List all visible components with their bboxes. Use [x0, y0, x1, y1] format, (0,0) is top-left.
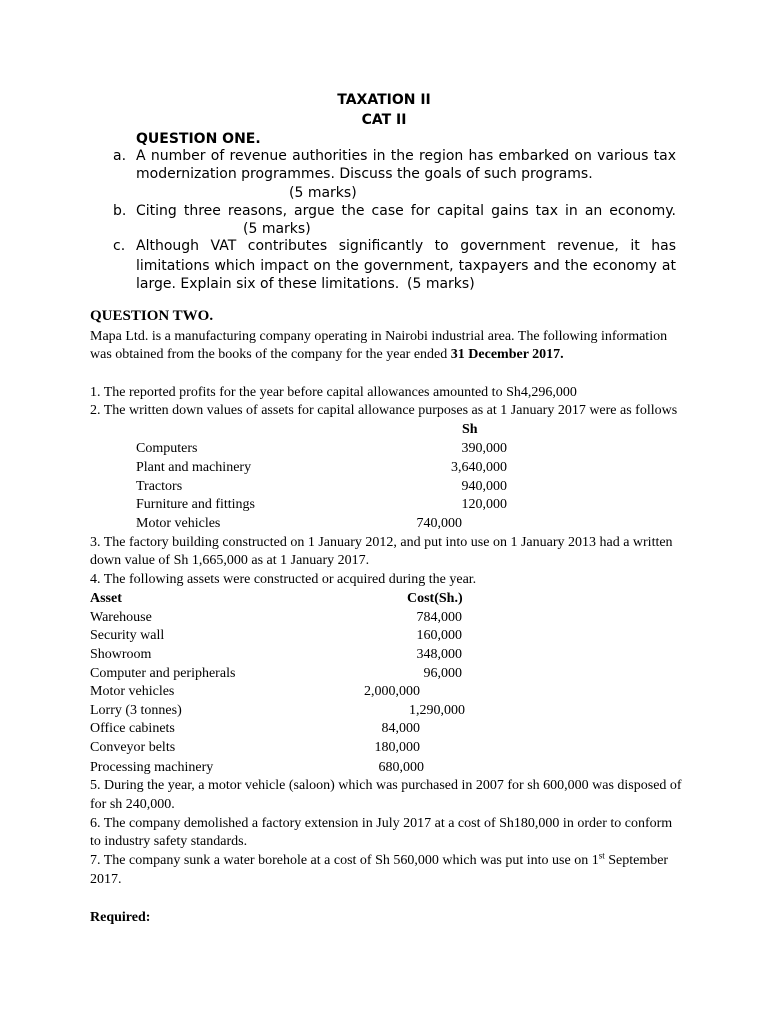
item-6-line-2: to industry safety standards.: [90, 834, 248, 849]
item-1: 1. The reported profits for the year before capital allowances amounted to Sh4,296,000: [90, 385, 577, 400]
item-a-line-1: A number of revenue authorities in the region has embarked on various tax: [136, 148, 676, 164]
asset-row-name: Processing machinery: [90, 760, 214, 775]
item-6-line-1: 6. The company demolished a factory extension in July 2017 at a cost of Sh180,000 in order to conform: [90, 816, 673, 831]
item-c-line-3: large. Explain six of these limitations.: [136, 276, 400, 292]
item-b-line-1: Citing three reasons, argue the case for capital gains tax in an economy.: [136, 203, 676, 219]
asset-row-name: Conveyor belts: [90, 740, 176, 755]
item-2: 2. The written down values of assets for capital allowance purposes as at 1 January 2017 were as follows: [90, 403, 678, 418]
asset-row-value: 160,000: [416, 628, 462, 643]
wdv-row-value: 940,000: [461, 479, 507, 494]
item-c-marks: (5 marks): [407, 276, 475, 292]
item-a-marker: a.: [113, 148, 127, 164]
asset-row-name: Security wall: [90, 628, 165, 643]
item-7-text-end: September: [604, 853, 669, 868]
item-7-text: 7. The company sunk a water borehole at a cost of Sh 560,000 which was put into use on 1: [90, 853, 599, 868]
item-b-marker: b.: [113, 203, 127, 219]
question-two-heading: QUESTION TWO.: [90, 308, 214, 324]
item-7-superscript: st: [598, 850, 605, 861]
required-label: Required:: [90, 910, 151, 925]
wdv-row-value: 740,000: [416, 516, 462, 531]
asset-row-value: 680,000: [378, 760, 424, 775]
item-5-line-1: 5. During the year, a motor vehicle (saloon) which was purchased in 2007 for sh 600,000 was disposed of: [90, 778, 682, 793]
wdv-row-value: 3,640,000: [451, 460, 507, 475]
item-3-line-2: down value of Sh 1,665,000 as at 1 January 2017.: [90, 553, 370, 568]
item-4: 4. The following assets were constructed or acquired during the year.: [90, 572, 477, 587]
wdv-row-name: Tractors: [136, 479, 183, 494]
item-5-line-2: for sh 240,000.: [90, 797, 175, 812]
asset-row-name: Office cabinets: [90, 721, 175, 736]
intro-line-2-date: 31 December 2017.: [450, 347, 564, 362]
asset-row-value: 784,000: [416, 610, 462, 625]
wdv-row-name: Plant and machinery: [136, 460, 252, 475]
asset-row-name: Warehouse: [90, 610, 152, 625]
asset-row-value: 2,000,000: [364, 684, 420, 699]
wdv-row-name: Motor vehicles: [136, 516, 221, 531]
question-one-heading: QUESTION ONE.: [136, 131, 261, 147]
item-a-marks: (5 marks): [289, 185, 357, 201]
wdv-row-value: 120,000: [461, 497, 507, 512]
intro-line-1: Mapa Ltd. is a manufacturing company operating in Nairobi industrial area. The following information: [90, 329, 668, 344]
item-c-marker: c.: [113, 238, 126, 254]
asset-row-value: 180,000: [374, 740, 420, 755]
asset-row-value: 84,000: [381, 721, 420, 736]
wdv-row-name: Furniture and fittings: [136, 497, 255, 512]
asset-row-value: 1,290,000: [409, 703, 465, 718]
asset-row-value: 96,000: [423, 666, 462, 681]
document-title: TAXATION II: [337, 92, 431, 108]
item-b-marks: (5 marks): [243, 221, 311, 237]
assets-header-cost: Cost(Sh.): [407, 591, 463, 606]
wdv-header-sh: Sh: [462, 422, 478, 437]
assets-header-asset: Asset: [90, 591, 122, 606]
asset-row-name: Lorry (3 tonnes): [90, 703, 182, 718]
intro-line-2-text: was obtained from the books of the company for the year ended: [90, 347, 451, 362]
document-subtitle: CAT II: [361, 112, 407, 128]
wdv-row-name: Computers: [136, 441, 198, 456]
intro-line-2: [90, 347, 564, 363]
item-a-line-2: modernization programmes. Discuss the goals of such programs.: [136, 166, 593, 182]
item-c-line-1: Although VAT contributes significantly to government revenue, it has: [136, 238, 676, 254]
item-c-line-2: limitations which impact on the government, taxpayers and the economy at: [136, 258, 676, 274]
item-7-line-1: [90, 850, 669, 869]
asset-row-value: 348,000: [416, 647, 462, 662]
asset-row-name: Computer and peripherals: [90, 666, 236, 681]
wdv-row-value: 390,000: [461, 441, 507, 456]
item-7-line-2: 2017.: [90, 872, 122, 887]
asset-row-name: Motor vehicles: [90, 684, 175, 699]
item-3-line-1: 3. The factory building constructed on 1 January 2012, and put into use on 1 January 2013 had a written: [90, 535, 673, 550]
asset-row-name: Showroom: [90, 647, 152, 662]
